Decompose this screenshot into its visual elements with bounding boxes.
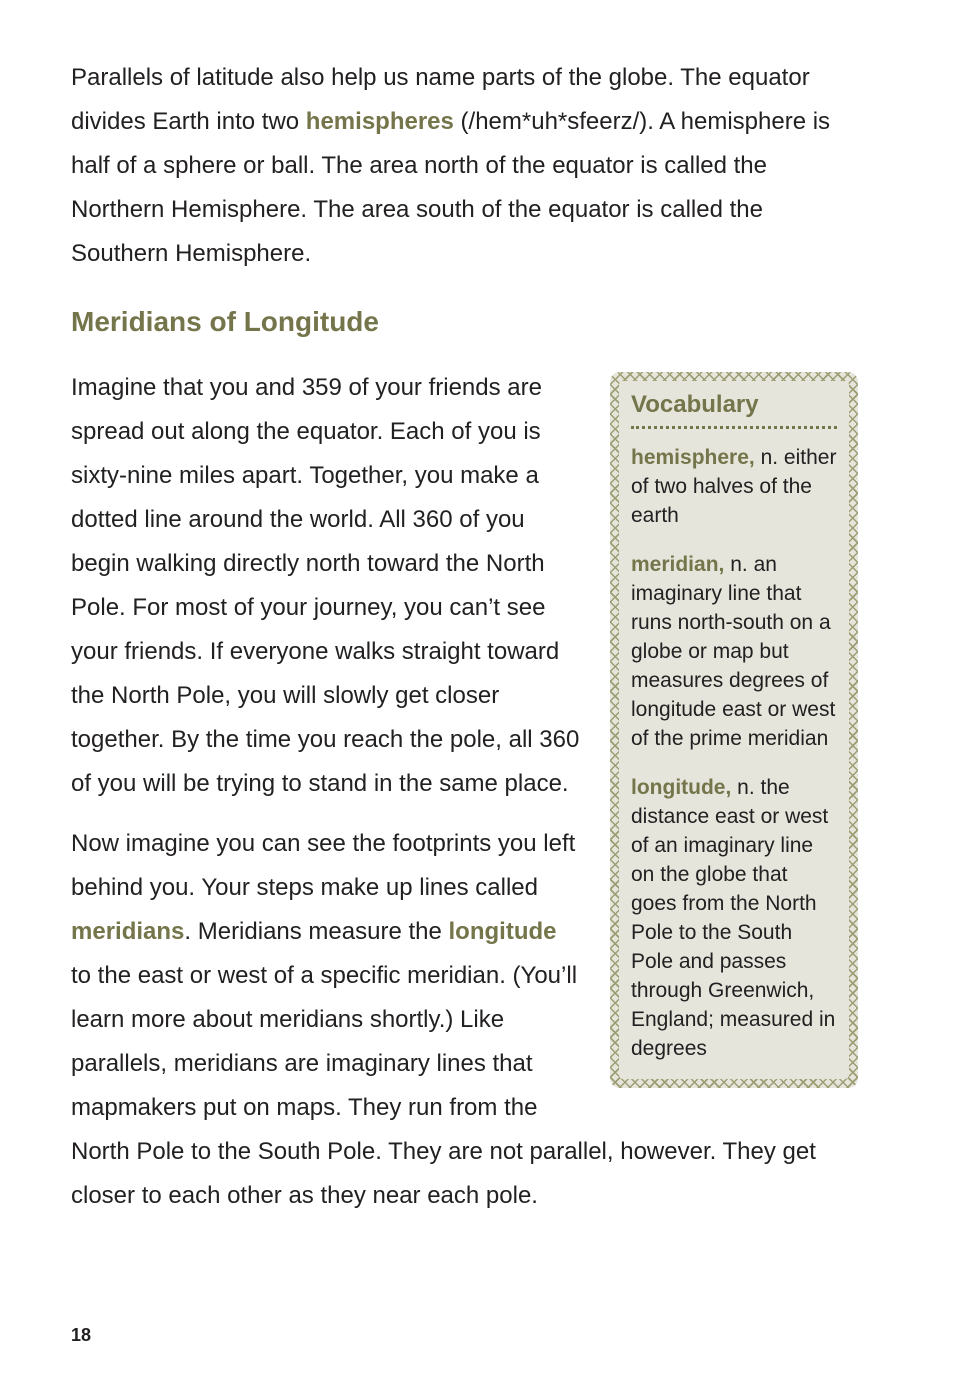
paragraph-imagine-friends: Imagine that you and 359 of your friends are spread out along the equator. Each of you is sixty-nine miles apart. Together, you make a dotted line around the world. All 360 of you begin walking directly north toward the North Pole. For most of your journey, you can’t see your friends. If everyone walks straight toward the North Pole, you will slowly get closer together. By the time you reach the pole, all 360 of you will be trying to stand in the same place. xyxy=(71,374,580,797)
vocabulary-entry xyxy=(631,773,837,1063)
vocabulary-definition: either of two halves of the earth xyxy=(631,446,837,527)
intro-paragraph xyxy=(71,56,858,276)
accent-term: longitude xyxy=(448,918,557,945)
part-of-speech: n. xyxy=(760,446,784,469)
vocabulary-term: longitude, xyxy=(631,776,738,799)
text-run: Now imagine you can see the footprints you left behind you. Your steps make up lines called xyxy=(71,830,576,901)
text-run: (/hem*uh*sfeerz/). A hemisphere is half of a sphere or ball. The area north of the equator is called the Northern Hemisphere. The area south of the equator is called the Southern Hemisphere. xyxy=(71,108,831,267)
vocabulary-definition: an imaginary line that runs north-south on a globe or map but measures degrees of longitude east or west of the prime meridian xyxy=(631,553,836,750)
vocabulary-box-inner xyxy=(619,381,849,1079)
vocabulary-title: Vocabulary xyxy=(631,391,837,429)
vocabulary-box xyxy=(610,372,858,1088)
text-run: . Meridians measure the xyxy=(184,918,449,945)
vocabulary-definition: the distance east or west of an imaginary line on the globe that goes from the North Pole to the South Pole and passes through Greenwich, England; measured in degrees xyxy=(631,776,836,1060)
vocabulary-entries xyxy=(631,443,837,1063)
accent-term: hemispheres xyxy=(305,108,454,135)
vocabulary-term: hemisphere, xyxy=(631,446,761,469)
part-of-speech: n. xyxy=(730,553,754,576)
text-run: to the east or west of a specific meridian. (You’ll learn more about meridians shortly.) Like parallels, meridians are imaginary lines that mapmakers put on maps. They run from the North Pole to the South Pole. They are not parallel, however. They get closer to each other as they near each pole. xyxy=(71,962,816,1209)
vocabulary-term: meridian, xyxy=(631,553,731,576)
text-run: Parallels of latitude also help us name parts of the globe. The equator divides Earth into two xyxy=(71,64,810,135)
vocabulary-entry xyxy=(631,443,837,530)
page-number: 18 xyxy=(71,1325,92,1345)
part-of-speech: n. xyxy=(737,776,761,799)
accent-term: meridians xyxy=(71,918,185,945)
section-heading: Meridians of Longitude xyxy=(71,306,379,337)
vocabulary-entry xyxy=(631,550,837,753)
